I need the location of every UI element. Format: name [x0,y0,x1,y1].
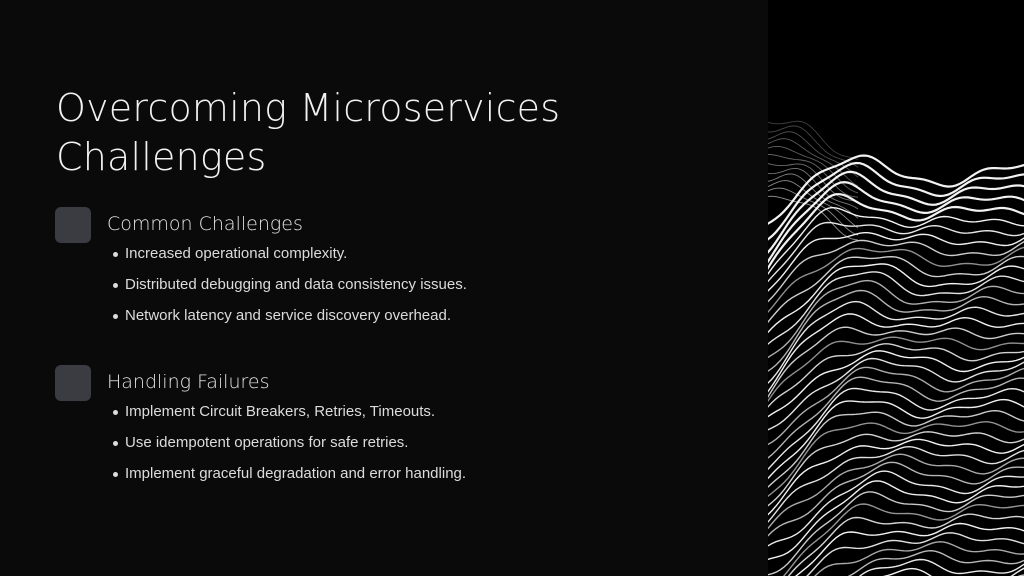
slide-title: Overcoming Microservices Challenges [56,86,561,179]
section-marker-icon [55,365,91,401]
wave-line [768,121,858,159]
wave-line [768,359,1024,432]
wave-lines-graphic [768,0,1024,576]
bullet-item: Implement Circuit Breakers, Retries, Timeouts. [113,401,466,432]
sky-area [768,0,1024,115]
bullet-item: Implement graceful degradation and error handling. [113,463,466,494]
section-heading: Handling Failures [107,371,270,393]
bullet-list [113,401,466,494]
bullet-item: Increased operational complexity. [113,243,467,274]
wave-line [768,233,1024,295]
section-heading: Common Challenges [107,213,303,235]
abstract-wave-image [768,0,1024,576]
bullet-item: Distributed debugging and data consistency issues. [113,274,467,305]
wave-line [768,533,1024,576]
bullet-item: Network latency and service discovery overhead. [113,305,467,336]
wave-line [768,208,1024,280]
wave-line [768,454,1024,533]
bullet-item: Use idempotent operations for safe retries. [113,432,466,463]
bullet-list [113,243,467,336]
wave-line [768,471,1024,549]
wave-line [768,439,1024,518]
section-marker-icon [55,207,91,243]
wave-line [768,194,1024,274]
wave-line [768,344,1024,412]
